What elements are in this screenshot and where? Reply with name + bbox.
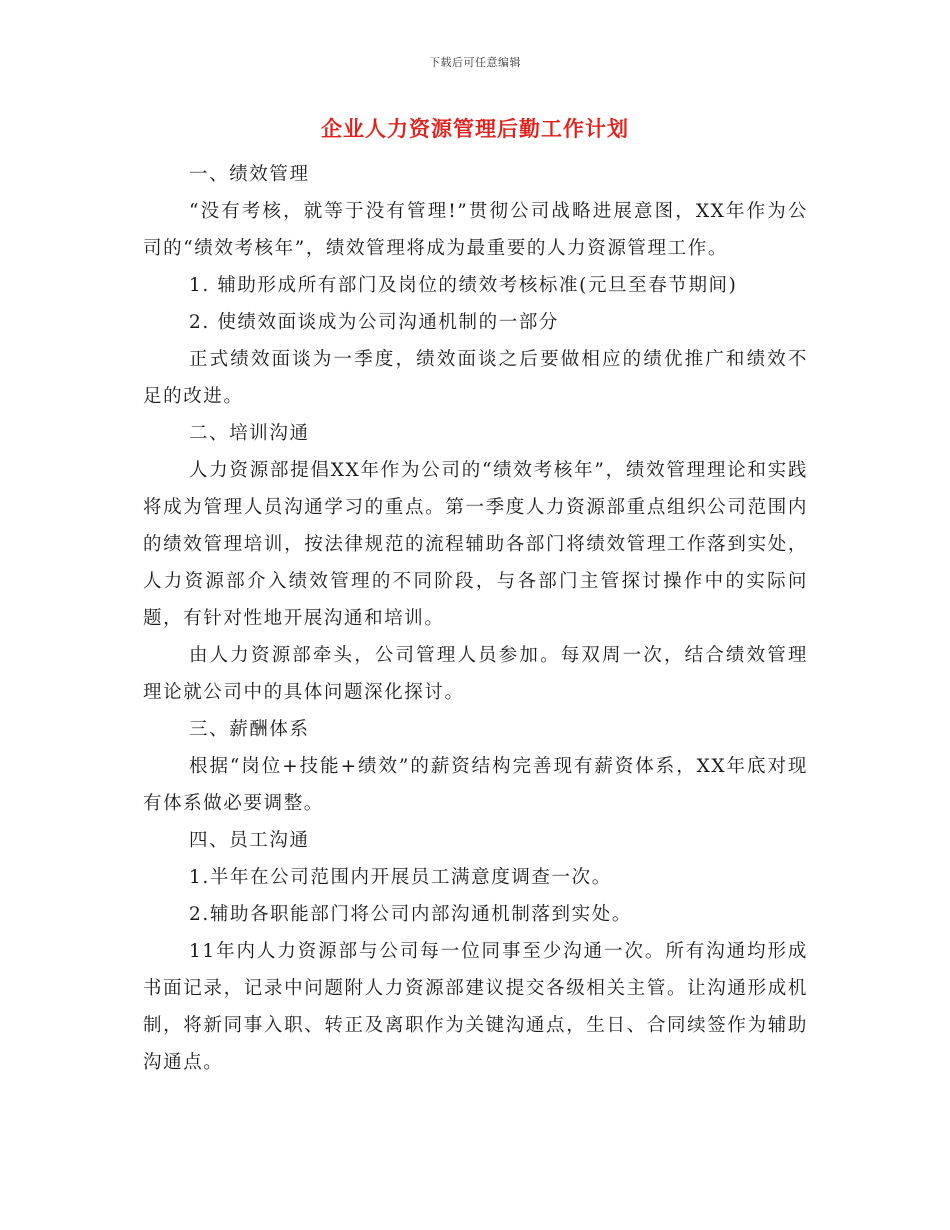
paragraph: 11年内人力资源部与公司每一位同事至少沟通一次。所有沟通均形成书面记录，记录中问题附人力资源部建议提交各级相关主管。让沟通形成机制，将新同事入职、转正及离职作为关键沟通点，生日、合同续签作为辅助沟通点。 [143,941,808,1073]
paragraph: “没有考核，就等于没有管理!”贯彻公司战略进展意图，XX年作为公司的“绩效考核年”，绩效管理将成为最重要的人力资源管理工作。 [143,201,808,259]
paragraph: 根据“岗位+技能+绩效”的薪资结构完善现有薪资体系，XX年底对现有体系做必要调整。 [143,756,808,814]
document-title: 企业人力资源管理后勤工作计划 [321,117,629,141]
paragraph: 由人力资源部牵头，公司管理人员参加。每双周一次，结合绩效管理理论就公司中的具体问题深化探讨。 [143,645,808,703]
section-heading-communication: 四、员工沟通 [189,830,310,851]
section-heading-compensation: 三、薪酬体系 [189,719,310,740]
list-item: 2.辅助各职能部门将公司内部沟通机制落到实处。 [189,904,632,925]
list-item: 2. 使绩效面谈成为公司沟通机制的一部分 [189,312,560,333]
paragraph: 正式绩效面谈为一季度，绩效面谈之后要做相应的绩优推广和绩效不足的改进。 [143,349,808,407]
paragraph: 人力资源部提倡XX年作为公司的“绩效考核年”，绩效管理理论和实践将成为管理人员沟通学习的重点。第一季度人力资源部重点组织公司范围内的绩效管理培训，按法律规范的流程辅助各部门将绩效管理工作落到实处，人力资源部介入绩效管理的不同阶段，与各部门主管探讨操作中的实际问题，有针对性地开展沟通和培训。 [143,460,808,629]
section-heading-performance: 一、绩效管理 [189,164,310,185]
list-item: 1. 辅助形成所有部门及岗位的绩效考核标准(元旦至春节期间) [189,275,738,296]
header-note: 下载后可任意编辑 [429,56,521,69]
section-heading-training: 二、培训沟通 [189,423,310,444]
list-item: 1.半年在公司范围内开展员工满意度调查一次。 [189,867,612,888]
document-body [143,156,808,1081]
